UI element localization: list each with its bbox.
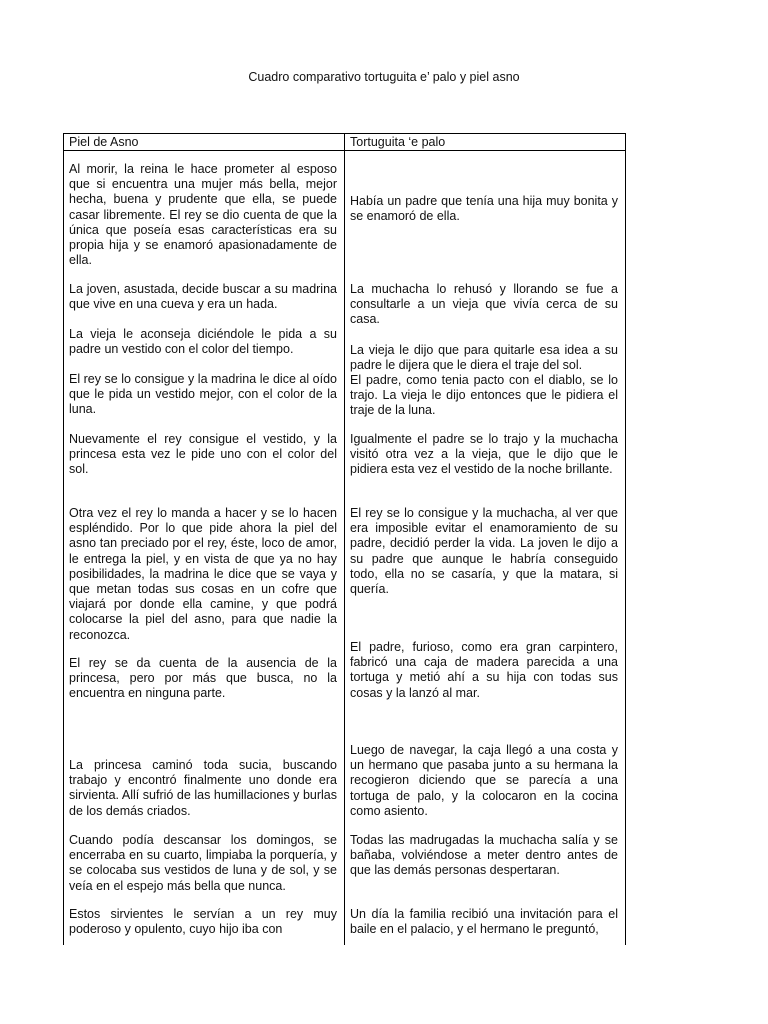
left-paragraph: Al morir, la reina le hace prometer al esposo que si encuentra una mujer más bella, mejor hecha, buena y prudente que ella, se puede casar libremente. El rey se dio cuenta de que la única que poseía esas características era su propia hija y se enamoró apasionadamente de ella. (69, 162, 337, 268)
right-paragraph: La vieja le dijo que para quitarle esa idea a su padre le dijera que le diera el traje del sol. (350, 343, 618, 373)
column-divider (344, 134, 345, 945)
right-paragraph: Todas las madrugadas la muchacha salía y se bañaba, volviéndose a meter dentro antes de que las demás personas despertaran. (350, 833, 618, 878)
column-header-tortuguita: Tortuguita ‘e palo (350, 135, 446, 149)
left-paragraph: Cuando podía descansar los domingos, se encerraba en su cuarto, limpiaba la porquería, y se colocaba sus vestidos de luna y de sol, y se veía en el espejo más bella que nunca. (69, 833, 337, 893)
left-paragraph: Nuevamente el rey consigue el vestido, y la princesa esta vez le pide uno con el color del sol. (69, 432, 337, 477)
header-divider (64, 150, 625, 151)
left-paragraph: La princesa caminó toda sucia, buscando trabajo y encontró finalmente uno donde era sirvienta. Allí sufrió de las humillaciones y burlas de los demás criados. (69, 758, 337, 818)
right-paragraph: Igualmente el padre se lo trajo y la muchacha visitó otra vez a la vieja, que le dijo que le pidiera esta vez el vestido de la noche brillante. (350, 432, 618, 477)
right-paragraph: Había un padre que tenía una hija muy bonita y se enamoró de ella. (350, 194, 618, 224)
right-paragraph: Luego de navegar, la caja llegó a una costa y un hermano que pasaba junto a su hermana la recogieron diciendo que se parecía a una tortuga de palo, y la colocaron en la cocina como asiento. (350, 743, 618, 818)
left-paragraph: El rey se da cuenta de la ausencia de la princesa, pero por más que busca, no la encuentra en ninguna parte. (69, 656, 337, 701)
right-paragraph: El padre, como tenia pacto con el diablo, se lo trajo. La vieja le dijo entonces que le pidiera el traje de la luna. (350, 373, 618, 418)
document-title: Cuadro comparativo tortuguita e’ palo y piel asno (248, 70, 520, 84)
right-paragraph: La muchacha lo rehusó y llorando se fue a consultarle a un vieja que vivía cerca de su casa. (350, 282, 618, 327)
comparison-table (63, 133, 626, 945)
left-paragraph: La joven, asustada, decide buscar a su madrina que vive en una cueva y era un hada. (69, 282, 337, 312)
right-paragraph: El rey se lo consigue y la muchacha, al ver que era imposible evitar el enamoramiento de su padre, decidió perder la vida. La joven le dijo a su padre que aunque le habría conseguido todo, ella no se casaría, y que la matara, si quería. (350, 506, 618, 597)
right-paragraph: Un día la familia recibió una invitación para el baile en el palacio, y el hermano le preguntó, (350, 907, 618, 937)
left-paragraph: Otra vez el rey lo manda a hacer y se lo hacen espléndido. Por lo que pide ahora la piel del asno tan preciado por el rey, éste, loco de amor, le entrega la piel, y en vista de que ya no hay posibilidades, la madrina le dice que se vaya y que metan todas sus cosas en un cofre que viajará por donde ella camine, y que podrá colocarse la piel del asno, para que nadie la reconozca. (69, 506, 337, 642)
right-paragraph: El padre, furioso, como era gran carpintero, fabricó una caja de madera parecida a una tortuga y metió ahí a su hija con todas sus cosas y la lanzó al mar. (350, 640, 618, 700)
left-paragraph: El rey se lo consigue y la madrina le dice al oído que le pida un vestido mejor, con el color de la luna. (69, 372, 337, 417)
left-paragraph: Estos sirvientes le servían a un rey muy poderoso y opulento, cuyo hijo iba con (69, 907, 337, 937)
left-paragraph: La vieja le aconseja diciéndole le pida a su padre un vestido con el color del tiempo. (69, 327, 337, 357)
column-header-piel-de-asno: Piel de Asno (69, 135, 139, 149)
